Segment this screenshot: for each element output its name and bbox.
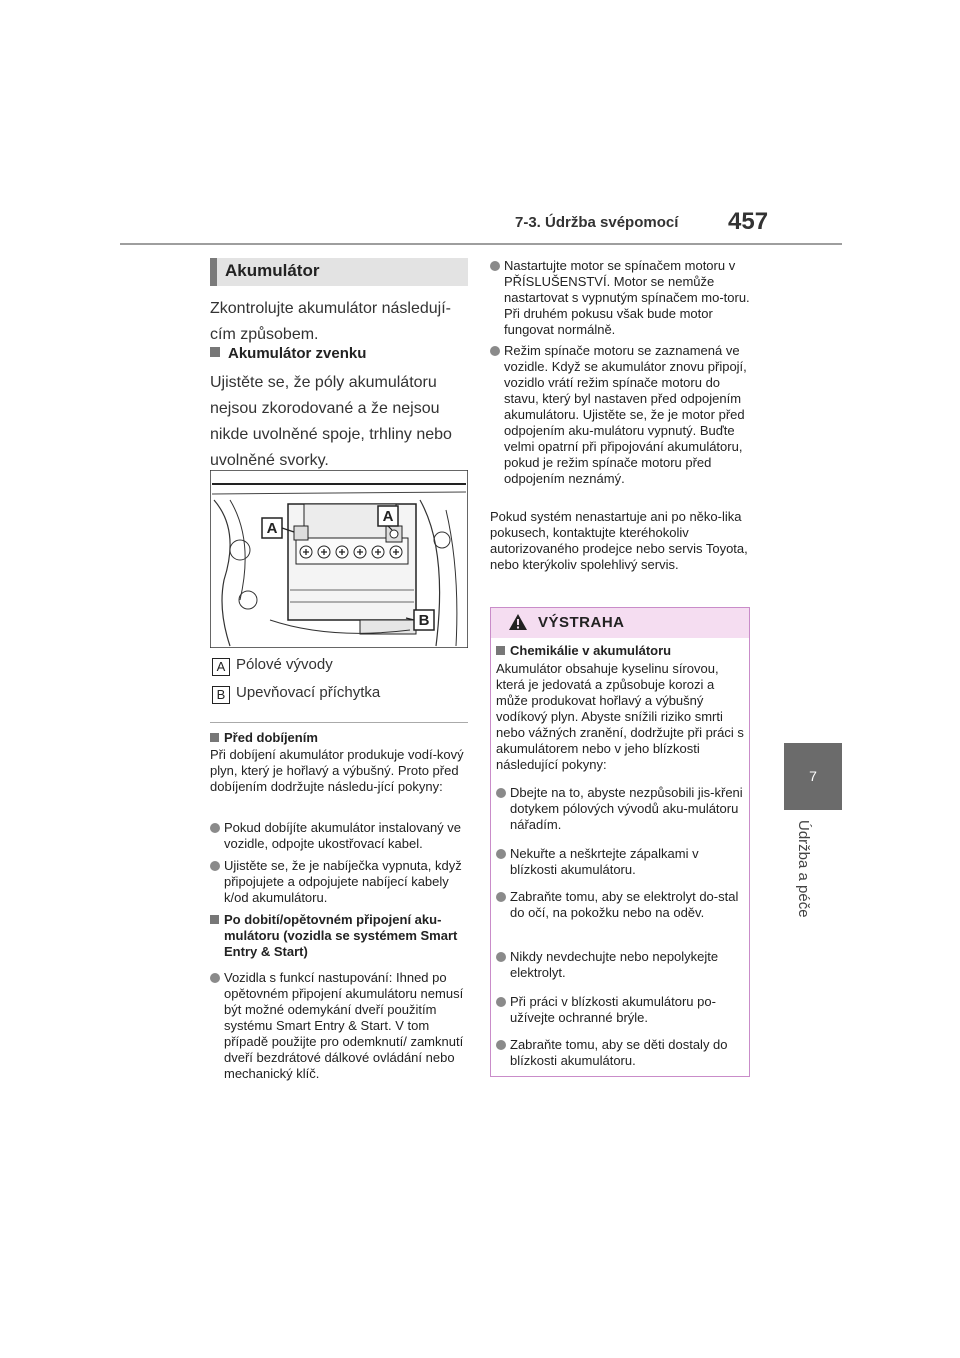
chapter-label: Údržba a péče	[795, 820, 812, 918]
list-item: Ujistěte se, že je nabíječka vypnuta, když připojujete a odpojujete nabíjecí kabely k/od akumulátoru.	[210, 858, 470, 906]
legend-item-a: A Pólové vývody	[212, 656, 333, 676]
bullet-icon	[496, 1040, 506, 1050]
list-item: Nastartujte motor se spínačem motoru v PŘÍSLUŠENSTVÍ. Motor se nemůže nastartovat s vypnutým spínačem mo-toru. Při druhém pokusu však bude motor fungovat normálně.	[490, 258, 752, 338]
photo-label-a2: A	[382, 508, 394, 525]
list-item: Zabraňte tomu, aby se děti dostaly do blízkosti akumulátoru.	[496, 1037, 746, 1069]
bullet-icon	[210, 973, 220, 983]
list-item: Nikdy nevdechujte nebo nepolykejte elektrolyt.	[496, 949, 746, 981]
bullet-icon	[496, 997, 506, 1007]
square-bullet-icon	[210, 915, 219, 924]
bullet-icon	[490, 346, 500, 356]
warning-title: VÝSTRAHA	[538, 614, 625, 631]
list-item: Nekuřte a neškrtejte zápalkami v blízkosti akumulátoru.	[496, 846, 746, 878]
bullet-icon	[210, 861, 220, 871]
warning-icon	[508, 613, 528, 631]
warning-text: Akumulátor obsahuje kyselinu sírovou, která je jedovatá a způsobuje korozi a může produkovat hořlavý a výbušný vodíkový plyn. Abyste snížili riziko smrti nebo vážných zranění, dodržujte při práci s akumulátorem nebo v jeho blízkosti následující pokyny:	[496, 661, 744, 772]
bullet-icon	[496, 849, 506, 859]
divider	[210, 722, 468, 723]
page-number: 457	[728, 208, 769, 235]
list-item: Zabraňte tomu, aby se elektrolyt do-stal do očí, na pokožku nebo na oděv.	[496, 889, 746, 921]
legend-key-a: A	[212, 658, 230, 676]
square-bullet-icon	[210, 733, 219, 742]
legend-item-b: B Upevňovací příchytka	[212, 684, 380, 704]
header-rule	[120, 243, 842, 245]
intro-text: Zkontrolujte akumulátor následují-cím způsobem.	[210, 300, 452, 343]
after-charge-heading: Po dobití/opětovném připojení aku-mulátoru (vozidla se systémem Smart Entry & Start)	[210, 912, 470, 960]
legend-key-b: B	[212, 686, 230, 704]
bullet-icon	[490, 261, 500, 271]
before-charge-heading: Před dobíjením	[210, 730, 470, 746]
body-text: Ujistěte se, že póly akumulátoru nejsou zkorodované a že nejsou nikde uvolněné spoje, trhliny nebo uvolněné svorky.	[210, 374, 452, 469]
bullet-icon	[496, 788, 506, 798]
warning-subheading: Chemikálie v akumulátoru	[496, 643, 746, 659]
bullet-icon	[496, 952, 506, 962]
section-heading: Akumulátor	[225, 261, 320, 280]
sub-heading: Akumulátor zvenku	[210, 345, 366, 362]
battery-photo	[210, 470, 468, 648]
list-item: Režim spínače motoru se zaznamená ve vozidle. Když se akumulátor znovu připojí, vozidlo vrátí režim spínače motoru do stavu, který byl nastaven před odpojením akumulátoru. Ujistěte se, že je motor před odpojením aku-mulátoru vypnutý. Buďte velmi opatrní při připojování akumulátoru, pokud je režim spínače motoru před odpojením neznámý.	[490, 343, 752, 487]
list-item: Dbejte na to, abyste nezpůsobili jis-křeni dotykem pólových vývodů aku-mulátoru nářadím.	[496, 785, 746, 833]
photo-label-a: A	[266, 520, 278, 537]
list-item: Pokud dobíjíte akumulátor instalovaný ve vozidle, odpojte ukostřovací kabel.	[210, 820, 470, 852]
section-title: 7-3. Údržba svépomocí	[515, 214, 679, 231]
chapter-number: 7	[809, 768, 817, 784]
before-charge-text: Při dobíjení akumulátor produkuje vodí-kový plyn, který je hořlavý a výbušný. Proto před dobíjením dodržujte následu-jící pokyny:	[210, 747, 464, 794]
square-bullet-icon	[210, 347, 220, 357]
closing-text: Pokud systém nenastartuje ani po něko-lika pokusech, kontaktujte kteréhokoliv autorizovaného prodejce nebo servis Toyota, nebo kterýkoliv spolehlivý servis.	[490, 509, 748, 572]
list-item: Při práci v blízkosti akumulátoru po-užívejte ochranné brýle.	[496, 994, 746, 1026]
square-bullet-icon	[496, 646, 505, 655]
list-item: Vozidla s funkcí nastupování: Ihned po opětovném připojení akumulátoru nemusí být možné odemykání dveří použitím systému Smart Entry & Start. V tom případě použijte pro odemknutí/ zamknutí dveří bezdrátové dálkové ovládání nebo mechanický klíč.	[210, 970, 470, 1082]
bullet-icon	[210, 823, 220, 833]
photo-label-b: B	[418, 612, 430, 629]
bullet-icon	[496, 892, 506, 902]
